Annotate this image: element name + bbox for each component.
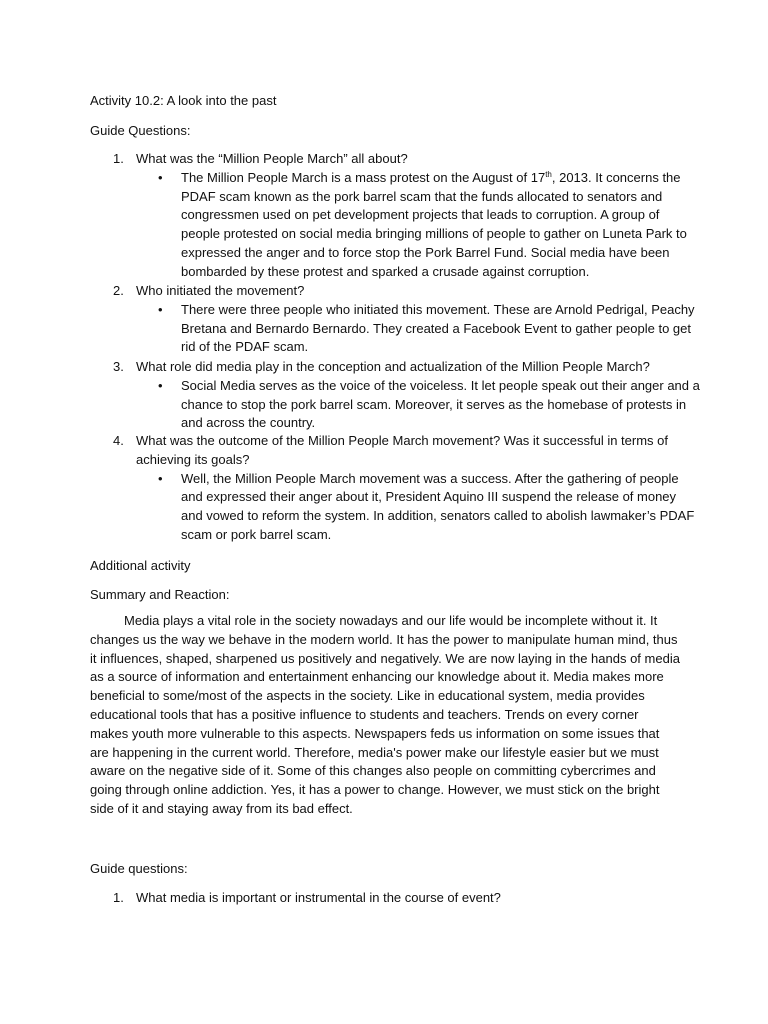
question-3 — [113, 358, 713, 433]
additional-activity-heading: Additional activity — [90, 558, 191, 573]
answer-text: There were three people who initiated this movement. These are Arnold Pedrigal, Peachy Bretana and Bernardo Bernardo. They created a Facebook Event to gather people to get rid of the PDAF scam. — [181, 301, 695, 355]
answer-text: Well, the Million People March movement was a success. After the gathering of people and expressed their anger about it, President Aquino III suspend the release of money and vowed to reform the system. In addition, senators called to abolish lawmaker’s PDAF scam or pork barrel scam. — [181, 470, 695, 542]
question-text: Who initiated the movement? — [136, 283, 305, 298]
bullet-icon: • — [158, 301, 163, 317]
bullet-icon: • — [158, 169, 163, 185]
question-2-1 — [113, 889, 713, 908]
question-number: 3. — [113, 359, 124, 374]
summary-heading: Summary and Reaction: — [90, 587, 230, 602]
question-2 — [113, 282, 713, 357]
activity-title: Activity 10.2: A look into the past — [90, 93, 277, 108]
summary-paragraph: Media plays a vital role in the society nowadays and our life would be incomplete without it. It changes us the way we behave in the modern world. It has the power to manipulate human mind, thus it influences, shaped, sharpened us positively and negatively. We are now laying in the hands of media as a source of information and entertainment enhancing our knowledge about it. Media makes more beneficial to some/most of the aspects in the society. Like in educational system, media provides educational tools that has a positive influence to students and teachers. Trends on every corner makes youth more vulnerable to this aspects. Newspapers feds us information on some issues that are happening in the current world. Therefore, media's power make our lifestyle easier but we must aware on the negative side of it. Some of this changes also people on committing cybercrimes and going through online addiction. Yes, it has a power to change. However, we must stick on the bright side of it and staying away from its bad effect. — [90, 613, 680, 816]
ordinal-suffix: th — [545, 169, 552, 179]
answer-1 — [136, 169, 713, 282]
question-text: What was the “Million People March” all about? — [136, 151, 408, 166]
question-1 — [113, 150, 713, 282]
answer-4 — [136, 470, 713, 545]
answer-text: The Million People March is a mass protest on the August of 17th, 2013. It concerns the PDAF scam known as the pork barrel scam that the funds allocated to senators and congressmen used on pet development projects that leads to corruption. A group of people protested on social media bringing millions of people to gather on Luneta Park to expressed the anger and to force stop the Pork Barrel Fund. Social media have been bombarded by these protest and sparked a crusade against corruption. — [181, 169, 687, 279]
question-number: 1. — [113, 890, 124, 905]
guide-questions-heading: Guide Questions: — [90, 123, 191, 138]
bullet-icon: • — [158, 470, 163, 486]
answer-3 — [136, 377, 713, 433]
question-number: 4. — [113, 433, 124, 448]
question-text: What role did media play in the conception and actualization of the Million People March? — [136, 359, 650, 374]
question-text: What media is important or instrumental in the course of event? — [136, 890, 501, 905]
question-number: 1. — [113, 151, 124, 166]
question-text: What was the outcome of the Million People March movement? Was it successful in terms of achieving its goals? — [136, 433, 669, 467]
question-number: 2. — [113, 283, 124, 298]
bullet-icon: • — [158, 377, 163, 393]
answer-2 — [136, 301, 713, 357]
question-4 — [113, 432, 713, 545]
answer-text: Social Media serves as the voice of the voiceless. It let people speak out their anger and a chance to stop the pork barrel scam. Moreover, it serves as the homebase of protests in and across the country. — [181, 377, 700, 431]
guide-questions-heading-2: Guide questions: — [90, 861, 188, 876]
